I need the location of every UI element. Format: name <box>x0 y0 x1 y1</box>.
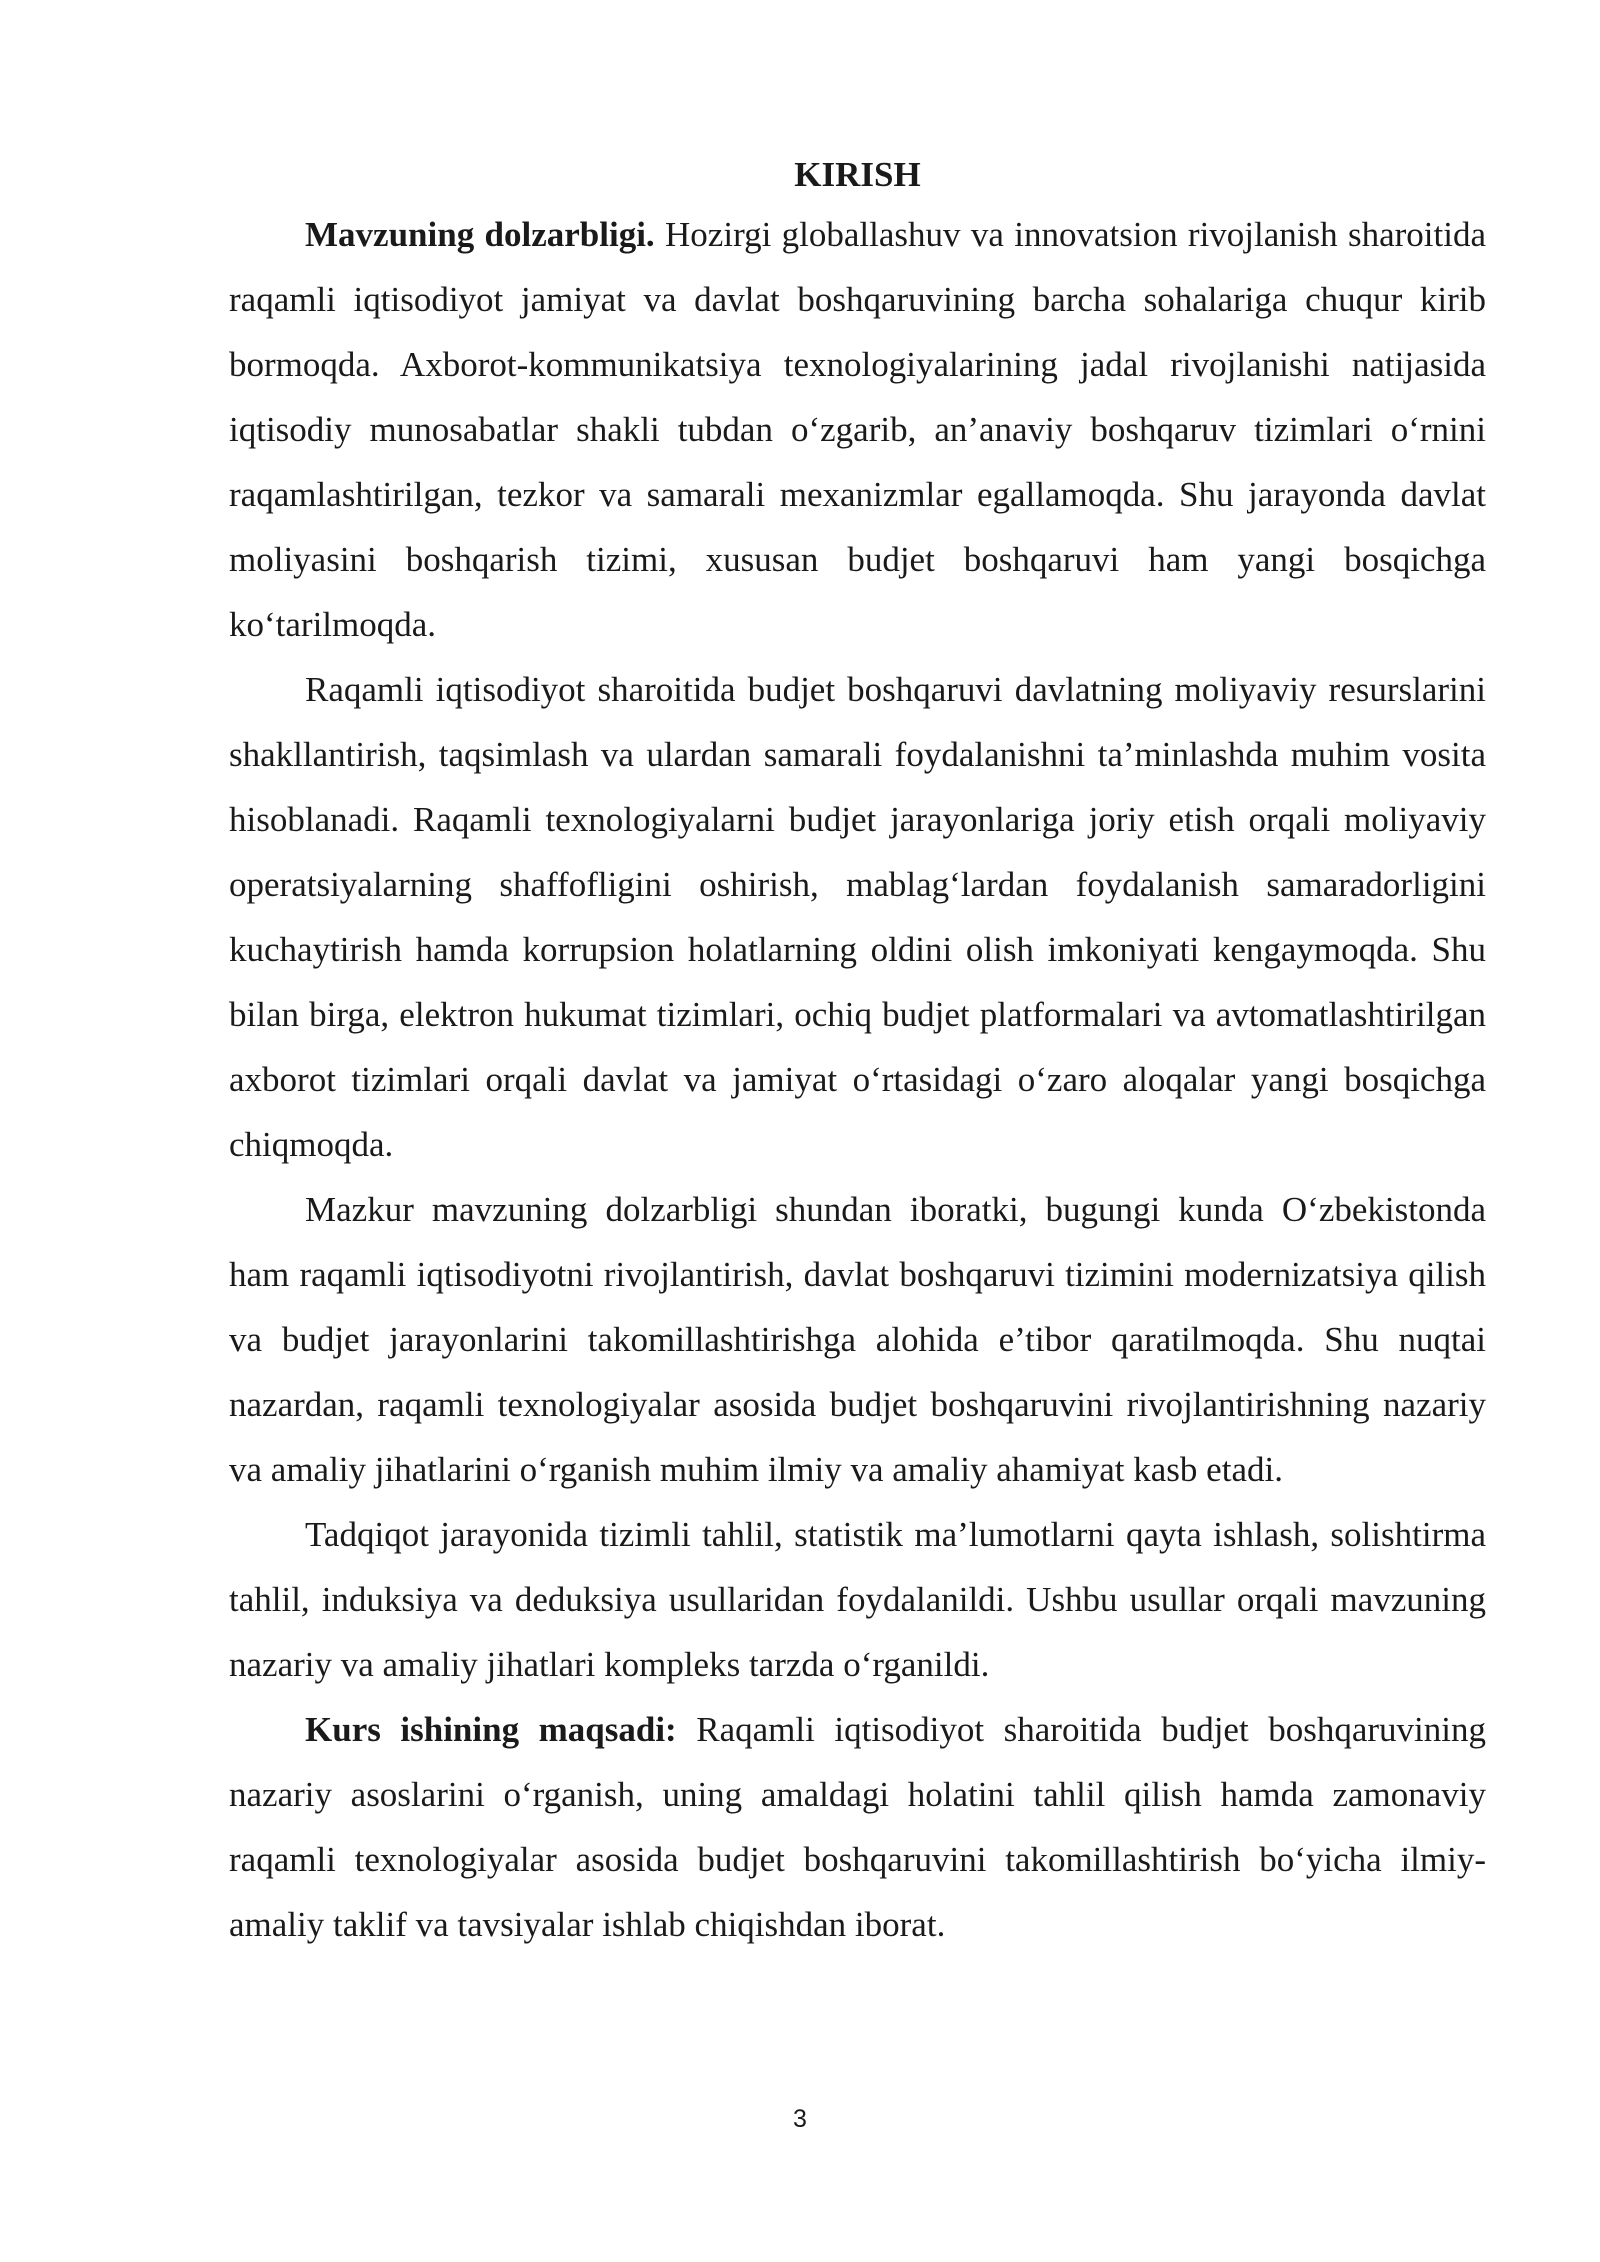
paragraph-budget-management <box>229 657 1486 1177</box>
paragraph-text: Raqamli iqtisodiyot sharoitida budjet boshqaruvining nazariy asoslarini o‘rganish, uning amaldagi holatini tahlil qilish hamda zamonaviy raqamli texnologiyalar asosida budjet boshqaruvini takomillashtirish bo‘yicha ilmiy-amaliy taklif va tavsiyalar ishlab chiqishdan iborat. <box>229 1710 1486 1944</box>
paragraph-text: Raqamli iqtisodiyot sharoitida budjet boshqaruvi davlatning moliyaviy resurslarini shakllantirish, taqsimlash va ulardan samarali foydalanishni ta’minlashda muhim vosita hisoblanadi. Raqamli texnologiyalarni budjet jarayonlariga joriy etish orqali moliyaviy operatsiyalarning shaffofligini oshirish, mablag‘lardan foydalanish samaradorligini kuchaytirish hamda korrupsion holatlarning oldini olish imkoniyati kengaymoqda. Shu bilan birga, elektron hukumat tizimlari, ochiq budjet platformalari va avtomatlashtirilgan axborot tizimlari orqali davlat va jamiyat o‘rtasidagi o‘zaro aloqalar yangi bosqichga chiqmoqda. <box>229 670 1486 1164</box>
paragraph-lead: Mavzuning dolzarbligi. <box>305 215 655 254</box>
paragraph-goal <box>229 1697 1486 1957</box>
page-title: KIRISH <box>794 155 921 194</box>
paragraph-text: Tadqiqot jarayonida tizimli tahlil, statistik ma’lumotlarni qayta ishlash, solishtirma tahlil, induksiya va deduksiya usullaridan foydalanildi. Ushbu usullar orqali mavzuning nazariy va amaliy jihatlari kompleks tarzda o‘rganildi. <box>229 1515 1486 1684</box>
paragraph-text: Mazkur mavzuning dolzarbligi shundan iboratki, bugungi kunda O‘zbekistonda ham raqamli iqtisodiyotni rivojlantirish, davlat boshqaruvi tizimini modernizatsiya qilish va budjet jarayonlarini takomillashtirishga alohida e’tibor qaratilmoqda. Shu nuqtai nazardan, raqamli texnologiyalar asosida budjet boshqaruvini rivojlantirishning nazariy va amaliy jihatlarini o‘rganish muhim ilmiy va amaliy ahamiyat kasb etadi. <box>229 1190 1486 1489</box>
paragraph-methods <box>229 1502 1486 1697</box>
paragraph-topic-importance <box>229 1177 1486 1502</box>
page-content <box>229 148 1486 1957</box>
page-number: 3 <box>793 2105 807 2133</box>
paragraph-relevance <box>229 202 1486 657</box>
paragraph-text: Hozirgi globallashuv va innovatsion rivojlanish sharoitida raqamli iqtisodiyot jamiyat va davlat boshqaruvining barcha sohalariga chuqur kirib bormoqda. Axborot-kommunikatsiya texnologiyalarining jadal rivojlanishi natijasida iqtisodiy munosabatlar shakli tubdan o‘zgarib, an’anaviy boshqaruv tizimlari o‘rnini raqamlashtirilgan, tezkor va samarali mexanizmlar egallamoqda. Shu jarayonda davlat moliyasini boshqarish tizimi, xususan budjet boshqaruvi ham yangi bosqichga ko‘tarilmoqda. <box>229 215 1486 644</box>
paragraph-lead: Kurs ishining maqsadi: <box>305 1710 677 1749</box>
